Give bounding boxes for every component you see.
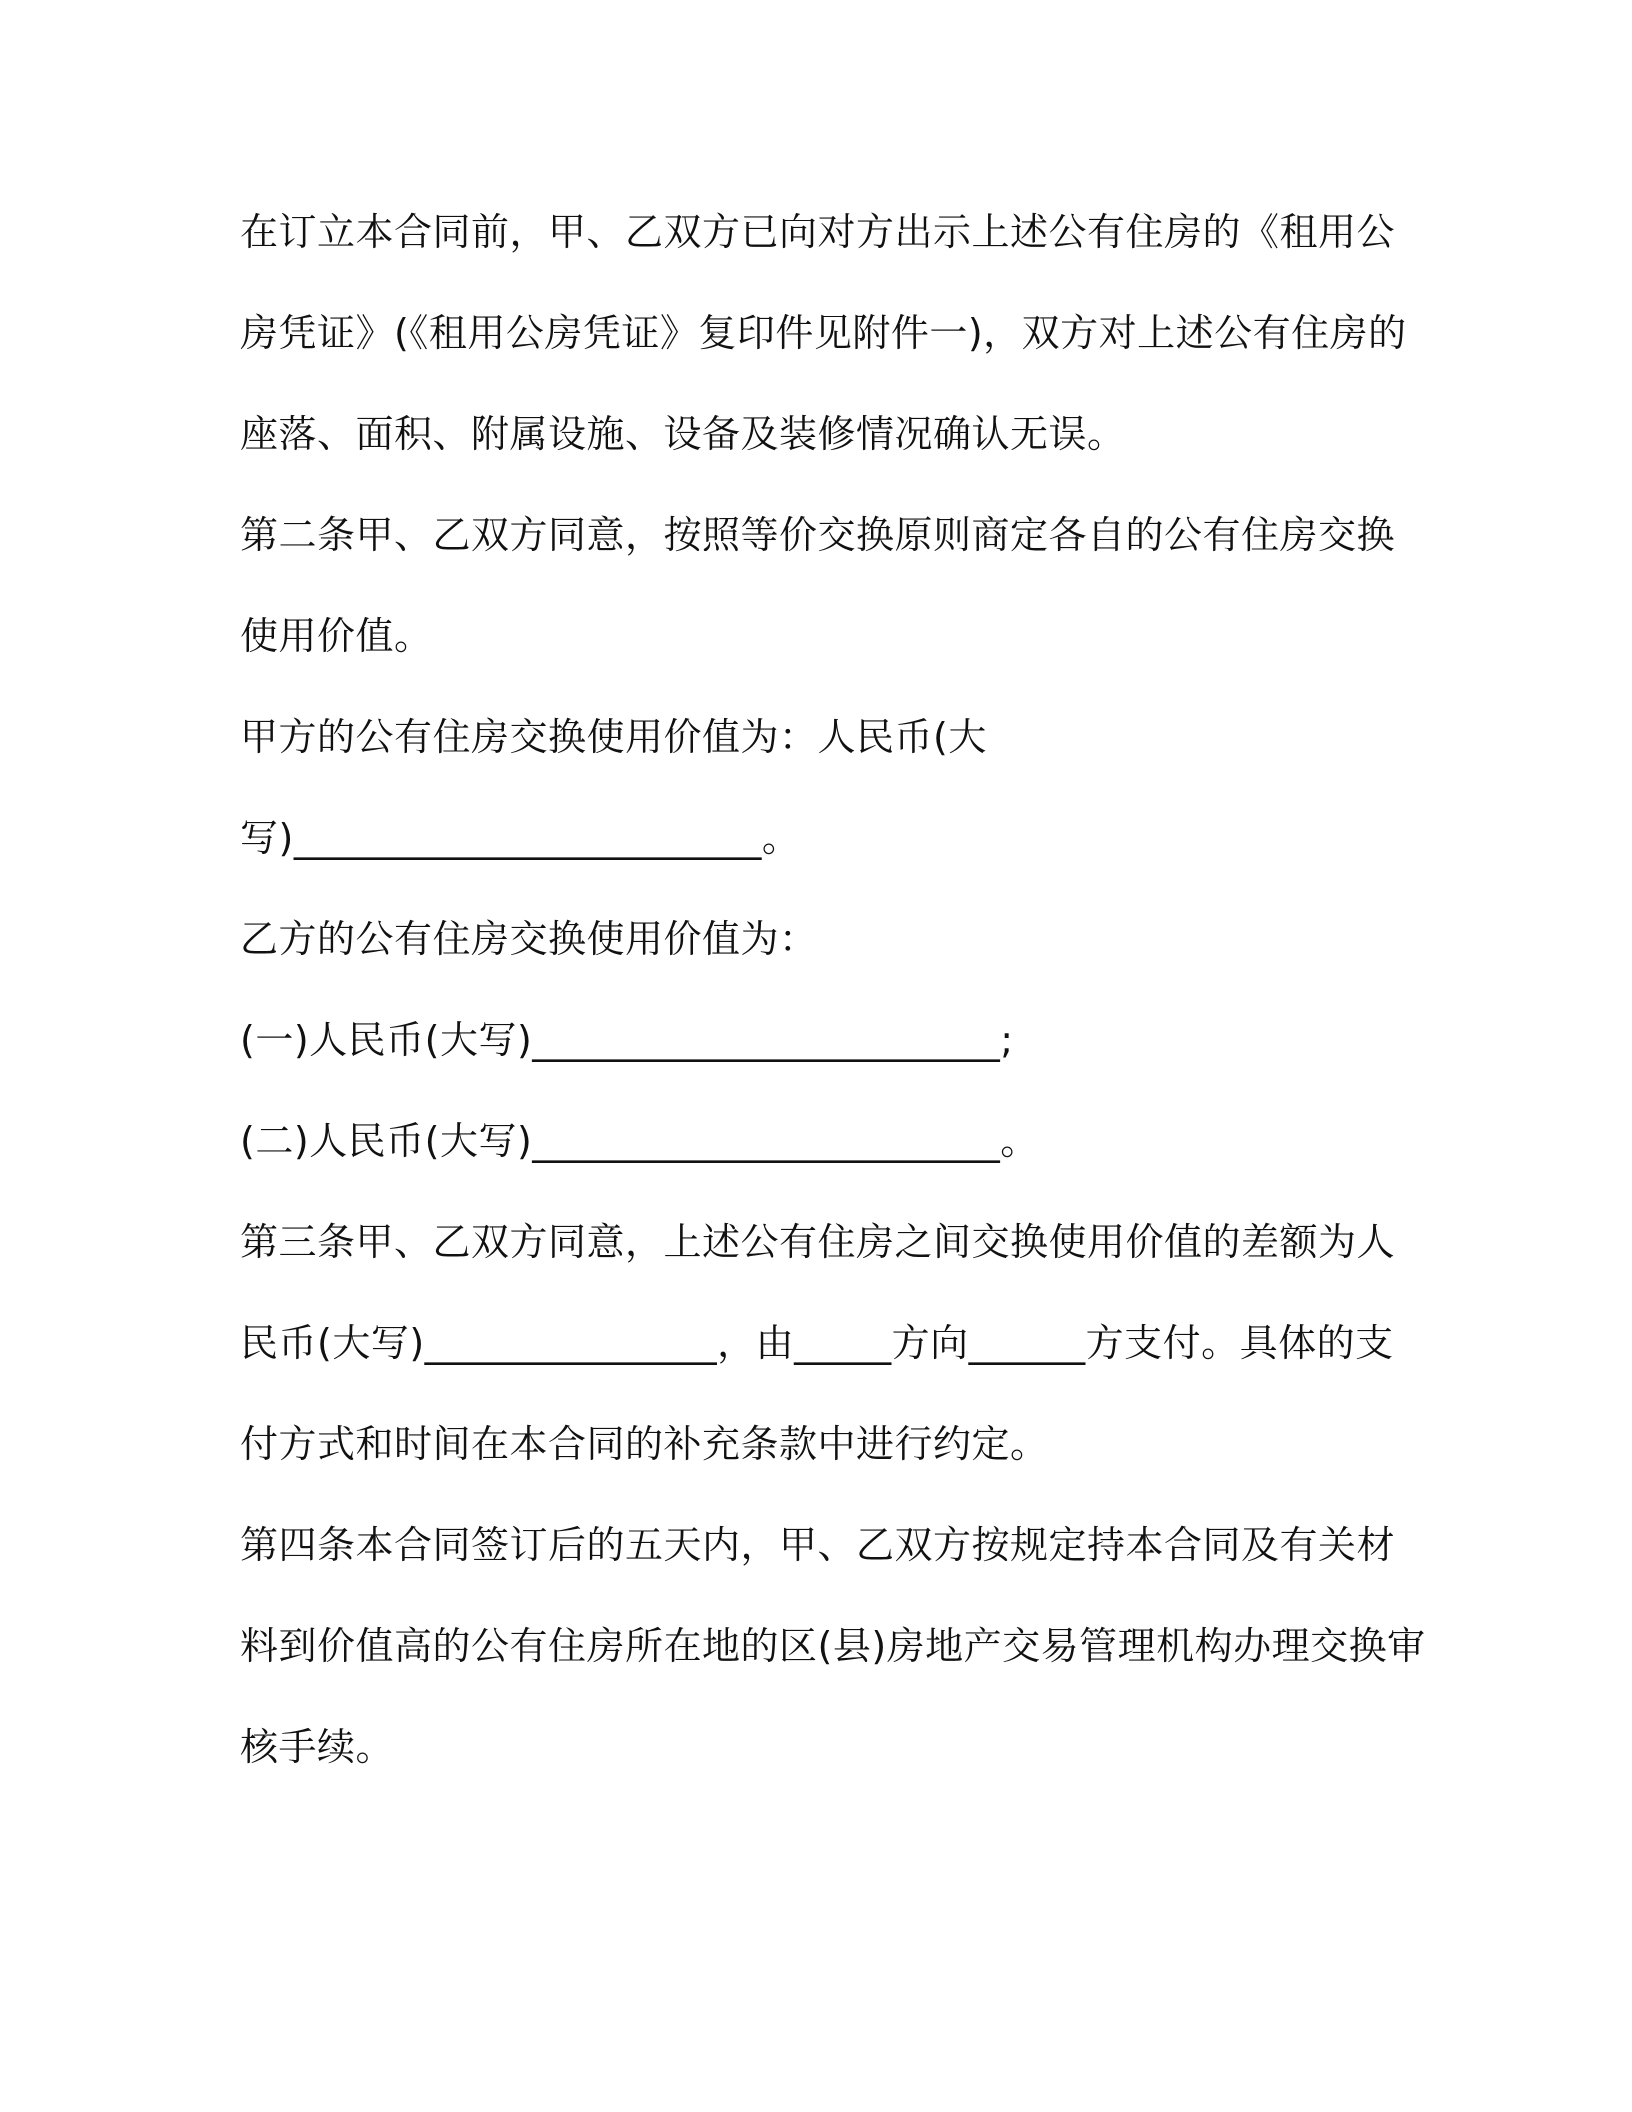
party-b-value-line: 乙方的公有住房交换使用价值为： <box>240 917 818 961</box>
article-4-line: 料到价值高的公有住房所在地的区(县)房地产交易管理机构办理交换审 <box>240 1624 1426 1668</box>
paragraph-line: 房凭证》(《租用公房凭证》复印件见附件一)，双方对上述公有住房的 <box>240 311 1407 355</box>
article-2-line: 使用价值。 <box>240 614 433 658</box>
paragraph-line: 座落、面积、附属设施、设备及装修情况确认无误。 <box>240 412 1126 456</box>
party-b-value-item-2: (二)人民币(大写)________________________。 <box>240 1119 1039 1163</box>
article-3-line: 付方式和时间在本合同的补充条款中进行约定。 <box>240 1422 1049 1466</box>
contract-body <box>240 182 1426 1798</box>
article-4-line: 第四条本合同签订后的五天内，甲、乙双方按规定持本合同及有关材 <box>240 1523 1396 1567</box>
paragraph-line: 在订立本合同前，甲、乙双方已向对方出示上述公有住房的《租用公 <box>240 210 1396 254</box>
party-a-value-blank: 写)________________________。 <box>240 816 801 860</box>
article-4-line: 核手续。 <box>240 1725 395 1769</box>
party-a-value-line: 甲方的公有住房交换使用价值为：人民币(大 <box>240 715 987 759</box>
article-2-line: 第二条甲、乙双方同意，按照等价交换原则商定各自的公有住房交换 <box>240 513 1396 557</box>
party-b-value-item-1: (一)人民币(大写)________________________; <box>240 1018 1014 1062</box>
article-3-line: 民币(大写)_______________，由_____方向______方支付。具体的支 <box>240 1321 1394 1365</box>
article-3-line: 第三条甲、乙双方同意，上述公有住房之间交换使用价值的差额为人 <box>240 1220 1396 1264</box>
